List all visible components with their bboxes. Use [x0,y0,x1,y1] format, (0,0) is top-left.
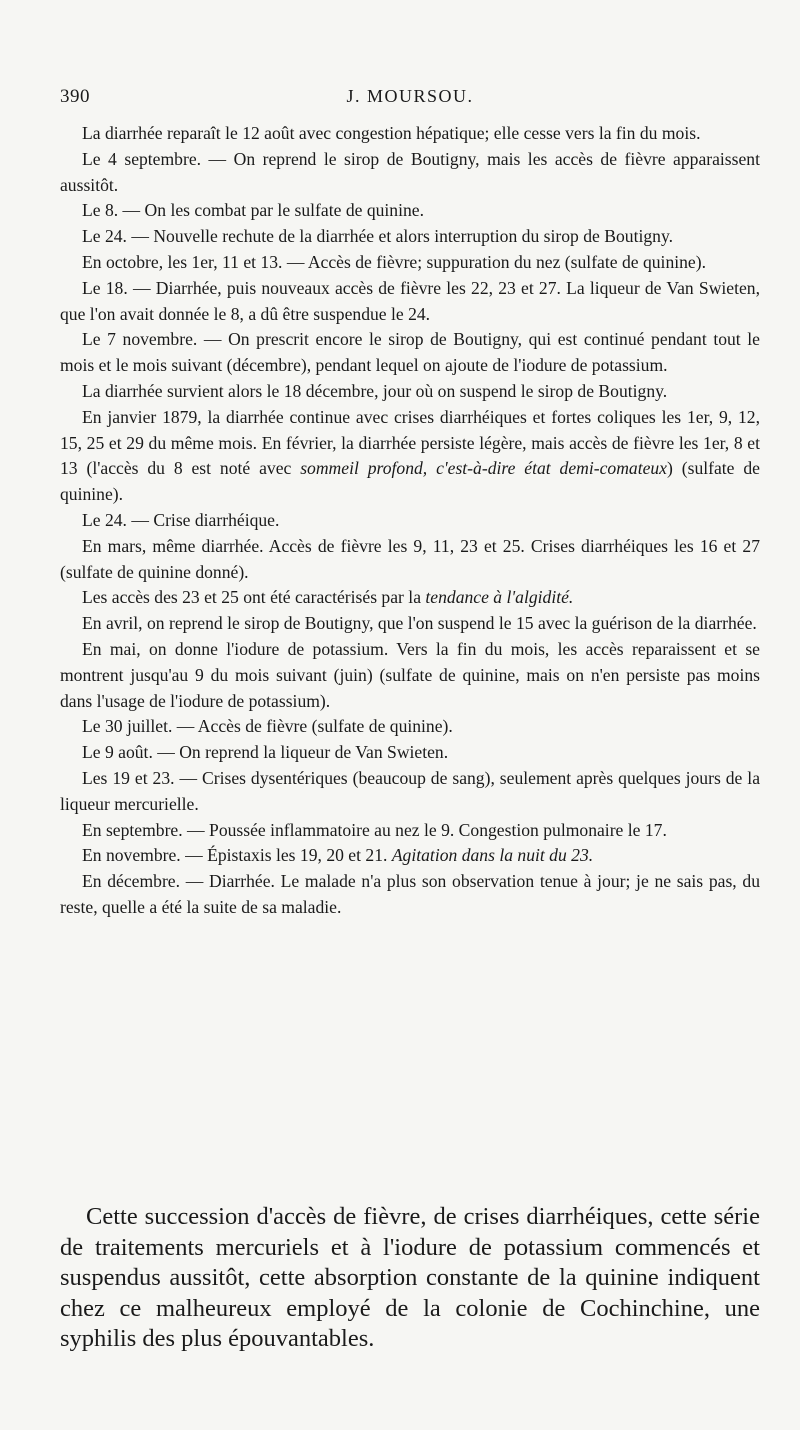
paragraph-text: En mai, on donne l'iodure de potassium. Vers la fin du mois, les accès reparaissent et se montrent jusqu'au 9 du mois suivant (juin) (sulfate de quinine, mais on n'en persiste pas moins dans l'usage de l'iodure de potassium). [60,638,760,711]
paragraph-text: En novembre. — Épistaxis les 19, 20 et 21. [82,845,392,866]
paragraph-p19 [60,843,760,869]
page-number: 390 [60,86,90,107]
paragraph-text: Le 24. — Nouvelle rechute de la diarrhée et alors interruption du sirop de Boutigny. [82,226,674,247]
paragraph-p3 [60,198,760,224]
paragraph-p17 [60,766,760,818]
paragraph-p2 [60,147,760,199]
paragraph-text: Les accès des 23 et 25 ont été caractérisés par la [82,587,426,608]
paragraph-p12 [60,585,760,611]
paragraph-text: Le 7 novembre. — On prescrit encore le sirop de Boutigny, qui est continué pendant tout le mois et le mois suivant (décembre), pendant lequel on ajoute de l'iodure de potassium. [60,329,760,376]
paragraph-p20 [60,869,760,921]
running-head: J. MOURSOU. [346,86,474,106]
paragraph-text: Le 9 août. — On reprend la liqueur de Van Swieten. [82,742,449,763]
paragraph-text: En janvier 1879, la diarrhée continue avec crises diarrhéiques et fortes coliques les 1er, 9, 12, 15, 25 et 29 du même mois. En février, la diarrhée persiste légère, mais accès de fièvre les 1er, 8 et 13 (l'accès du 8 est noté avec [60,406,760,479]
paragraph-p10 [60,508,760,534]
paragraph-text: Le 24. — Crise diarrhéique. [82,509,280,530]
paragraph-p11 [60,534,760,586]
paragraph-text: Le 4 septembre. — On reprend le sirop de Boutigny, mais les accès de fièvre apparaissent aussitôt. [60,148,760,195]
italic-emphasis: tendance à l'algidité. [425,587,574,608]
paragraph-text: Le 18. — Diarrhée, puis nouveaux accès de fièvre les 22, 23 et 27. La liqueur de Van Swieten, que l'on avait donnée le 8, a dû être suspendue le 24. [60,277,760,324]
paragraph-p7 [60,327,760,379]
italic-emphasis: Agitation dans la nuit du 23. [391,845,594,866]
paragraph-p9 [60,405,760,508]
paragraph-p18 [60,818,760,844]
paragraph-p8 [60,379,760,405]
conclusion-paragraph: Cette succession d'accès de fièvre, de crises diarrhéiques, cette série de traitements mercuriels et à l'iodure de potassium commencés et suspendus aussitôt, cette absorption constante de la quinine indiquent chez ce malheureux employé de la colonie de Cochinchine, une syphilis des plus épouvantables. [60,1203,760,1352]
paragraph-p16 [60,740,760,766]
paragraph-p1 [60,121,760,147]
italic-emphasis: sommeil profond, c'est-à-dire état demi-comateux [300,458,667,479]
paragraph-text: En mars, même diarrhée. Accès de fièvre les 9, 11, 23 et 25. Crises diarrhéiques les 16 et 27 (sulfate de quinine donné). [60,535,760,582]
paragraph-text: Le 30 juillet. — Accès de fièvre (sulfate de quinine). [82,716,453,737]
paragraph-text: La diarrhée reparaît le 12 août avec congestion hépatique; elle cesse vers la fin du mois. [82,123,701,143]
paragraph-text: En avril, on reprend le sirop de Boutigny, que l'on suspend le 15 avec la guérison de la diarrhée. [82,613,757,634]
paragraph-p13 [60,611,760,637]
paragraph-text: Le 8. — On les combat par le sulfate de quinine. [82,200,424,221]
paragraph-text: ) (sulfate de quinine). [60,458,760,505]
paragraph-text: En septembre. — Poussée inflammatoire au nez le 9. Congestion pulmonaire le 17. [82,819,667,840]
paragraph-text: Les 19 et 23. — Crises dysentériques (beaucoup de sang), seulement après quelques jours de la liqueur mercurielle. [60,767,760,814]
paragraph-p15 [60,714,760,740]
paragraph-p6 [60,276,760,328]
page-header [60,86,760,116]
case-observation-text [60,121,760,921]
paragraph-p5 [60,250,760,276]
paragraph-p14 [60,637,760,714]
paragraph-text: En décembre. — Diarrhée. Le malade n'a plus son observation tenue à jour; je ne sais pas, du reste, quelle a été la suite de sa maladie. [60,871,760,917]
paragraph-text: La diarrhée survient alors le 18 décembre, jour où on suspend le sirop de Boutigny. [82,380,668,401]
paragraph-p4 [60,224,760,250]
paragraph-text: En octobre, les 1er, 11 et 13. — Accès de fièvre; suppuration du nez (sulfate de quinine). [82,251,706,272]
